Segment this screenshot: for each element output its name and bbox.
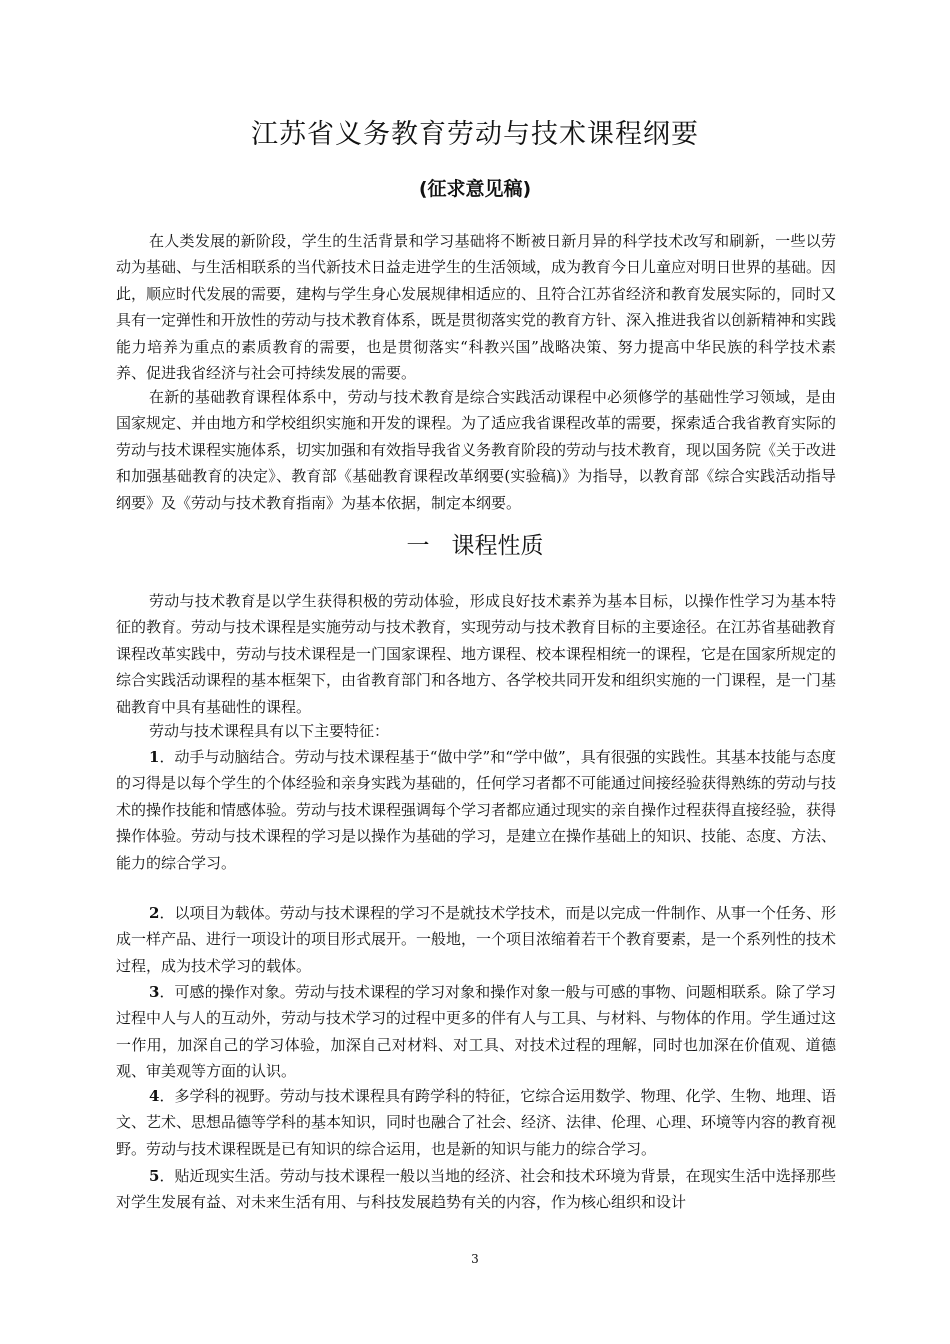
list-item-text: 可感的操作对象。劳动与技术课程的学习对象和操作对象一般与可感的事物、问题相联系。除了学习过程中人与人的互动外，劳动与技术学习的过程中更多的伴有人与工具、与材料、与物体的作用。学生通过这一作用，加深自己的学习体验，加深自己对材料、对工具、对技术过程的理解，同时也加深在价值观、道德观、审美观等方面的认识。	[116, 983, 837, 1081]
list-item-text: 贴近现实生活。劳动与技术课程一般以当地的经济、社会和技术环境为背景，在现实生活中选择那些对学生发展有益、对未来生活有用、与科技发展趋势有关的内容，作为核心组织和设计	[116, 1167, 836, 1212]
list-item-text: 动手与动脑结合。劳动与技术课程基于“做中学”和“学中做”，具有很强的实践性。其基本技能与态度的习得是以每个学生的个体经验和亲身实践为基础的，任何学习者都不可能通过间接经验获得熟练的劳动与技术的操作技能和情感体验。劳动与技术课程强调每个学习者都应通过现实的亲自操作过程获得直接经验，获得操作体验。劳动与技术课程的学习是以操作为基础的学习，是建立在操作基础上的知识、技能、态度、方法、能力的综合学习。	[116, 748, 837, 872]
list-item-number: 5	[149, 1167, 160, 1185]
list-item-number: 4	[149, 1087, 160, 1105]
list-item: 1．动手与动脑结合。劳动与技术课程基于“做中学”和“学中做”，具有很强的实践性。其基本技能与态度的习得是以每个学生的个体经验和亲身实践为基础的，任何学习者都不可能通过间接经验获得熟练的劳动与技术的操作技能和情感体验。劳动与技术课程强调每个学习者都应通过现实的亲自操作过程获得直接经验，获得操作体验。劳动与技术课程的学习是以操作为基础的学习，是建立在操作基础上的知识、技能、态度、方法、能力的综合学习。	[116, 748, 837, 872]
list-item-number: 3	[149, 983, 160, 1001]
list-item-number: 1	[149, 748, 160, 766]
document-title: 江苏省义务教育劳动与技术课程纲要	[251, 119, 699, 150]
list-item-text: 多学科的视野。劳动与技术课程具有跨学科的特征，它综合运用数学、物理、化学、生物、地理、语文、艺术、思想品德等学科的基本知识，同时也融合了社会、经济、法律、伦理、心理、环境等内容的教育视野。劳动与技术课程既是已有知识的综合运用，也是新的知识与能力的综合学习。	[116, 1087, 837, 1158]
section-heading	[0, 527, 950, 560]
section-number: 一	[406, 533, 430, 559]
list-item: 5．贴近现实生活。劳动与技术课程一般以当地的经济、社会和技术环境为背景，在现实生活中选择那些对学生发展有益、对未来生活有用、与科技发展趋势有关的内容，作为核心组织和设计	[116, 1167, 836, 1212]
body-paragraph: 劳动与技术课程具有以下主要特征：	[149, 722, 390, 740]
list-item-number: 2	[149, 904, 160, 922]
list-item: 2．以项目为载体。劳动与技术课程的学习不是就技术学技术，而是以完成一件制作、从事一个任务、形成一样产品、进行一项设计的项目形式展开。一般地，一个项目浓缩着若干个教育要素，是一个系列性的技术过程，成为技术学习的载体。	[116, 904, 837, 975]
intro-paragraph: 在新的基础教育课程体系中，劳动与技术教育是综合实践活动课程中必须修学的基础性学习领域，是由国家规定、并由地方和学校组织实施和开发的课程。为了适应我省课程改革的需要，探索适合我省教育实际的劳动与技术课程实施体系，切实加强和有效指导我省义务教育阶段的劳动与技术教育，现以国务院《关于改进和加强基础教育的决定》、教育部《基础教育课程改革纲要(实验稿)》为指导，以教育部《综合实践活动指导纲要》及《劳动与技术教育指南》为基本依据，制定本纲要。	[116, 388, 837, 512]
section-title: 课程性质	[451, 533, 544, 559]
list-item: 3．可感的操作对象。劳动与技术课程的学习对象和操作对象一般与可感的事物、问题相联系。除了学习过程中人与人的互动外，劳动与技术学习的过程中更多的伴有人与工具、与材料、与物体的作用。学生通过这一作用，加深自己的学习体验，加深自己对材料、对工具、对技术过程的理解，同时也加深在价值观、道德观、审美观等方面的认识。	[116, 983, 837, 1081]
document-subtitle: (征求意见稿)	[418, 178, 532, 200]
list-item: 4．多学科的视野。劳动与技术课程具有跨学科的特征，它综合运用数学、物理、化学、生物、地理、语文、艺术、思想品德等学科的基本知识，同时也融合了社会、经济、法律、伦理、心理、环境等内容的教育视野。劳动与技术课程既是已有知识的综合运用，也是新的知识与能力的综合学习。	[116, 1087, 837, 1158]
intro-paragraph: 在人类发展的新阶段，学生的生活背景和学习基础将不断被日新月异的科学技术改写和刷新，一些以劳动为基础、与生活相联系的当代新技术日益走进学生的生活领域，成为教育今日儿童应对明日世界的基础。因此，顺应时代发展的需要，建构与学生身心发展规律相适应的、且符合江苏省经济和教育发展实际的，同时又具有一定弹性和开放性的劳动与技术教育体系，既是贯彻落实党的教育方针、深入推进我省以创新精神和实践能力培养为重点的素质教育的需要，也是贯彻落实“科教兴国”战略决策、努力提高中华民族的科学技术素养、促进我省经济与社会可持续发展的需要。	[116, 232, 837, 383]
body-paragraph: 劳动与技术教育是以学生获得积极的劳动体验，形成良好技术素养为基本目标，以操作性学习为基本特征的教育。劳动与技术课程是实施劳动与技术教育，实现劳动与技术教育目标的主要途径。在江苏省基础教育课程改革实践中，劳动与技术课程是一门国家课程、地方课程、校本课程相统一的课程，它是在国家所规定的综合实践活动课程的基本框架下，由省教育部门和各地方、各学校共同开发和组织实施的一门课程，是一门基础教育中具有基础性的课程。	[116, 592, 837, 716]
page-number: 3	[471, 1252, 479, 1266]
list-item-text: 以项目为载体。劳动与技术课程的学习不是就技术学技术，而是以完成一件制作、从事一个任务、形成一样产品、进行一项设计的项目形式展开。一般地，一个项目浓缩着若干个教育要素，是一个系列性的技术过程，成为技术学习的载体。	[116, 904, 837, 975]
